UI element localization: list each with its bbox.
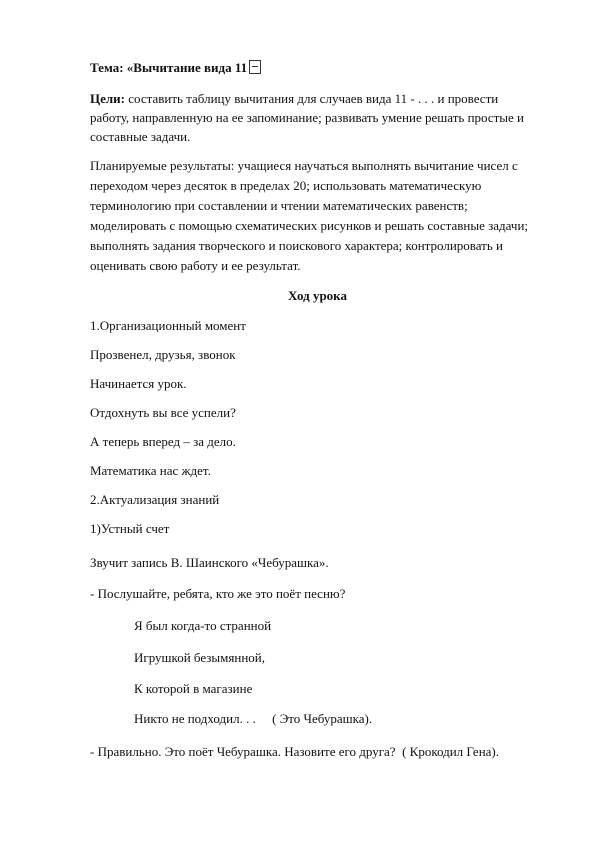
results-line-2: переходом через десяток в пределах 20; использовать математическую: [90, 178, 482, 193]
goals-line-1: [90, 91, 498, 107]
body-line-5: А теперь вперед – за дело.: [90, 434, 236, 449]
topic-label: Тема:: [90, 60, 124, 75]
poem-line-4: Никто не подходил. . . ( Это Чебурашка).: [134, 711, 373, 726]
lesson-title: Ход урока: [288, 288, 347, 303]
goals-line-2: работу, направленную на ее запоминание; развивать умение решать простые и: [90, 110, 525, 125]
results-line-1: Планируемые результаты: учащиеся научаться выполнять вычитание чисел с: [90, 158, 518, 173]
body-line-1: 1.Организационный момент: [90, 318, 246, 333]
poem-line-1: Я был когда-то странной: [134, 618, 272, 633]
body-line-8: 1)Устный счет: [90, 521, 170, 536]
body-line-4: Отдохнуть вы все успели?: [90, 405, 236, 420]
last-line: - Правильно. Это поёт Чебурашка. Назовите его друга? ( Крокодил Гена).: [90, 744, 500, 759]
goals-text-1: составить таблицу вычитания для случаев вида 11 - . . . и провести: [125, 91, 499, 106]
body-line-6: Математика нас ждет.: [90, 463, 211, 478]
body-line-3: Начинается урок.: [90, 376, 187, 391]
results-line-5: выполнять задания творческого и поискового характера; контролировать и: [90, 238, 503, 253]
body-line-2: Прозвенел, друзья, звонок: [90, 347, 236, 362]
results-line-6: оценивать свою работу и ее результат.: [90, 258, 301, 273]
goals-line-3: составные задачи.: [90, 129, 191, 144]
poem-line-3: К которой в магазине: [134, 681, 253, 696]
results-line-3: терминологию при составлении и чтении математических равенств;: [90, 198, 468, 213]
goals-label: Цели:: [90, 91, 125, 106]
poem-line-2: Игрушкой безымянной,: [134, 650, 265, 665]
results-line-4: моделировать с помощью схематических рисунков и решать составные задачи;: [90, 218, 529, 233]
body-line-9: Звучит запись В. Шаинского «Чебурашка».: [90, 555, 329, 570]
body-line-7: 2.Актуализация знаний: [90, 492, 220, 507]
body-line-10: - Послушайте, ребята, кто же это поёт песню?: [90, 586, 346, 601]
topic-text: «Вычитание вида 11: [126, 60, 248, 75]
minus-box-icon: [249, 60, 261, 74]
topic-line: [90, 60, 261, 76]
